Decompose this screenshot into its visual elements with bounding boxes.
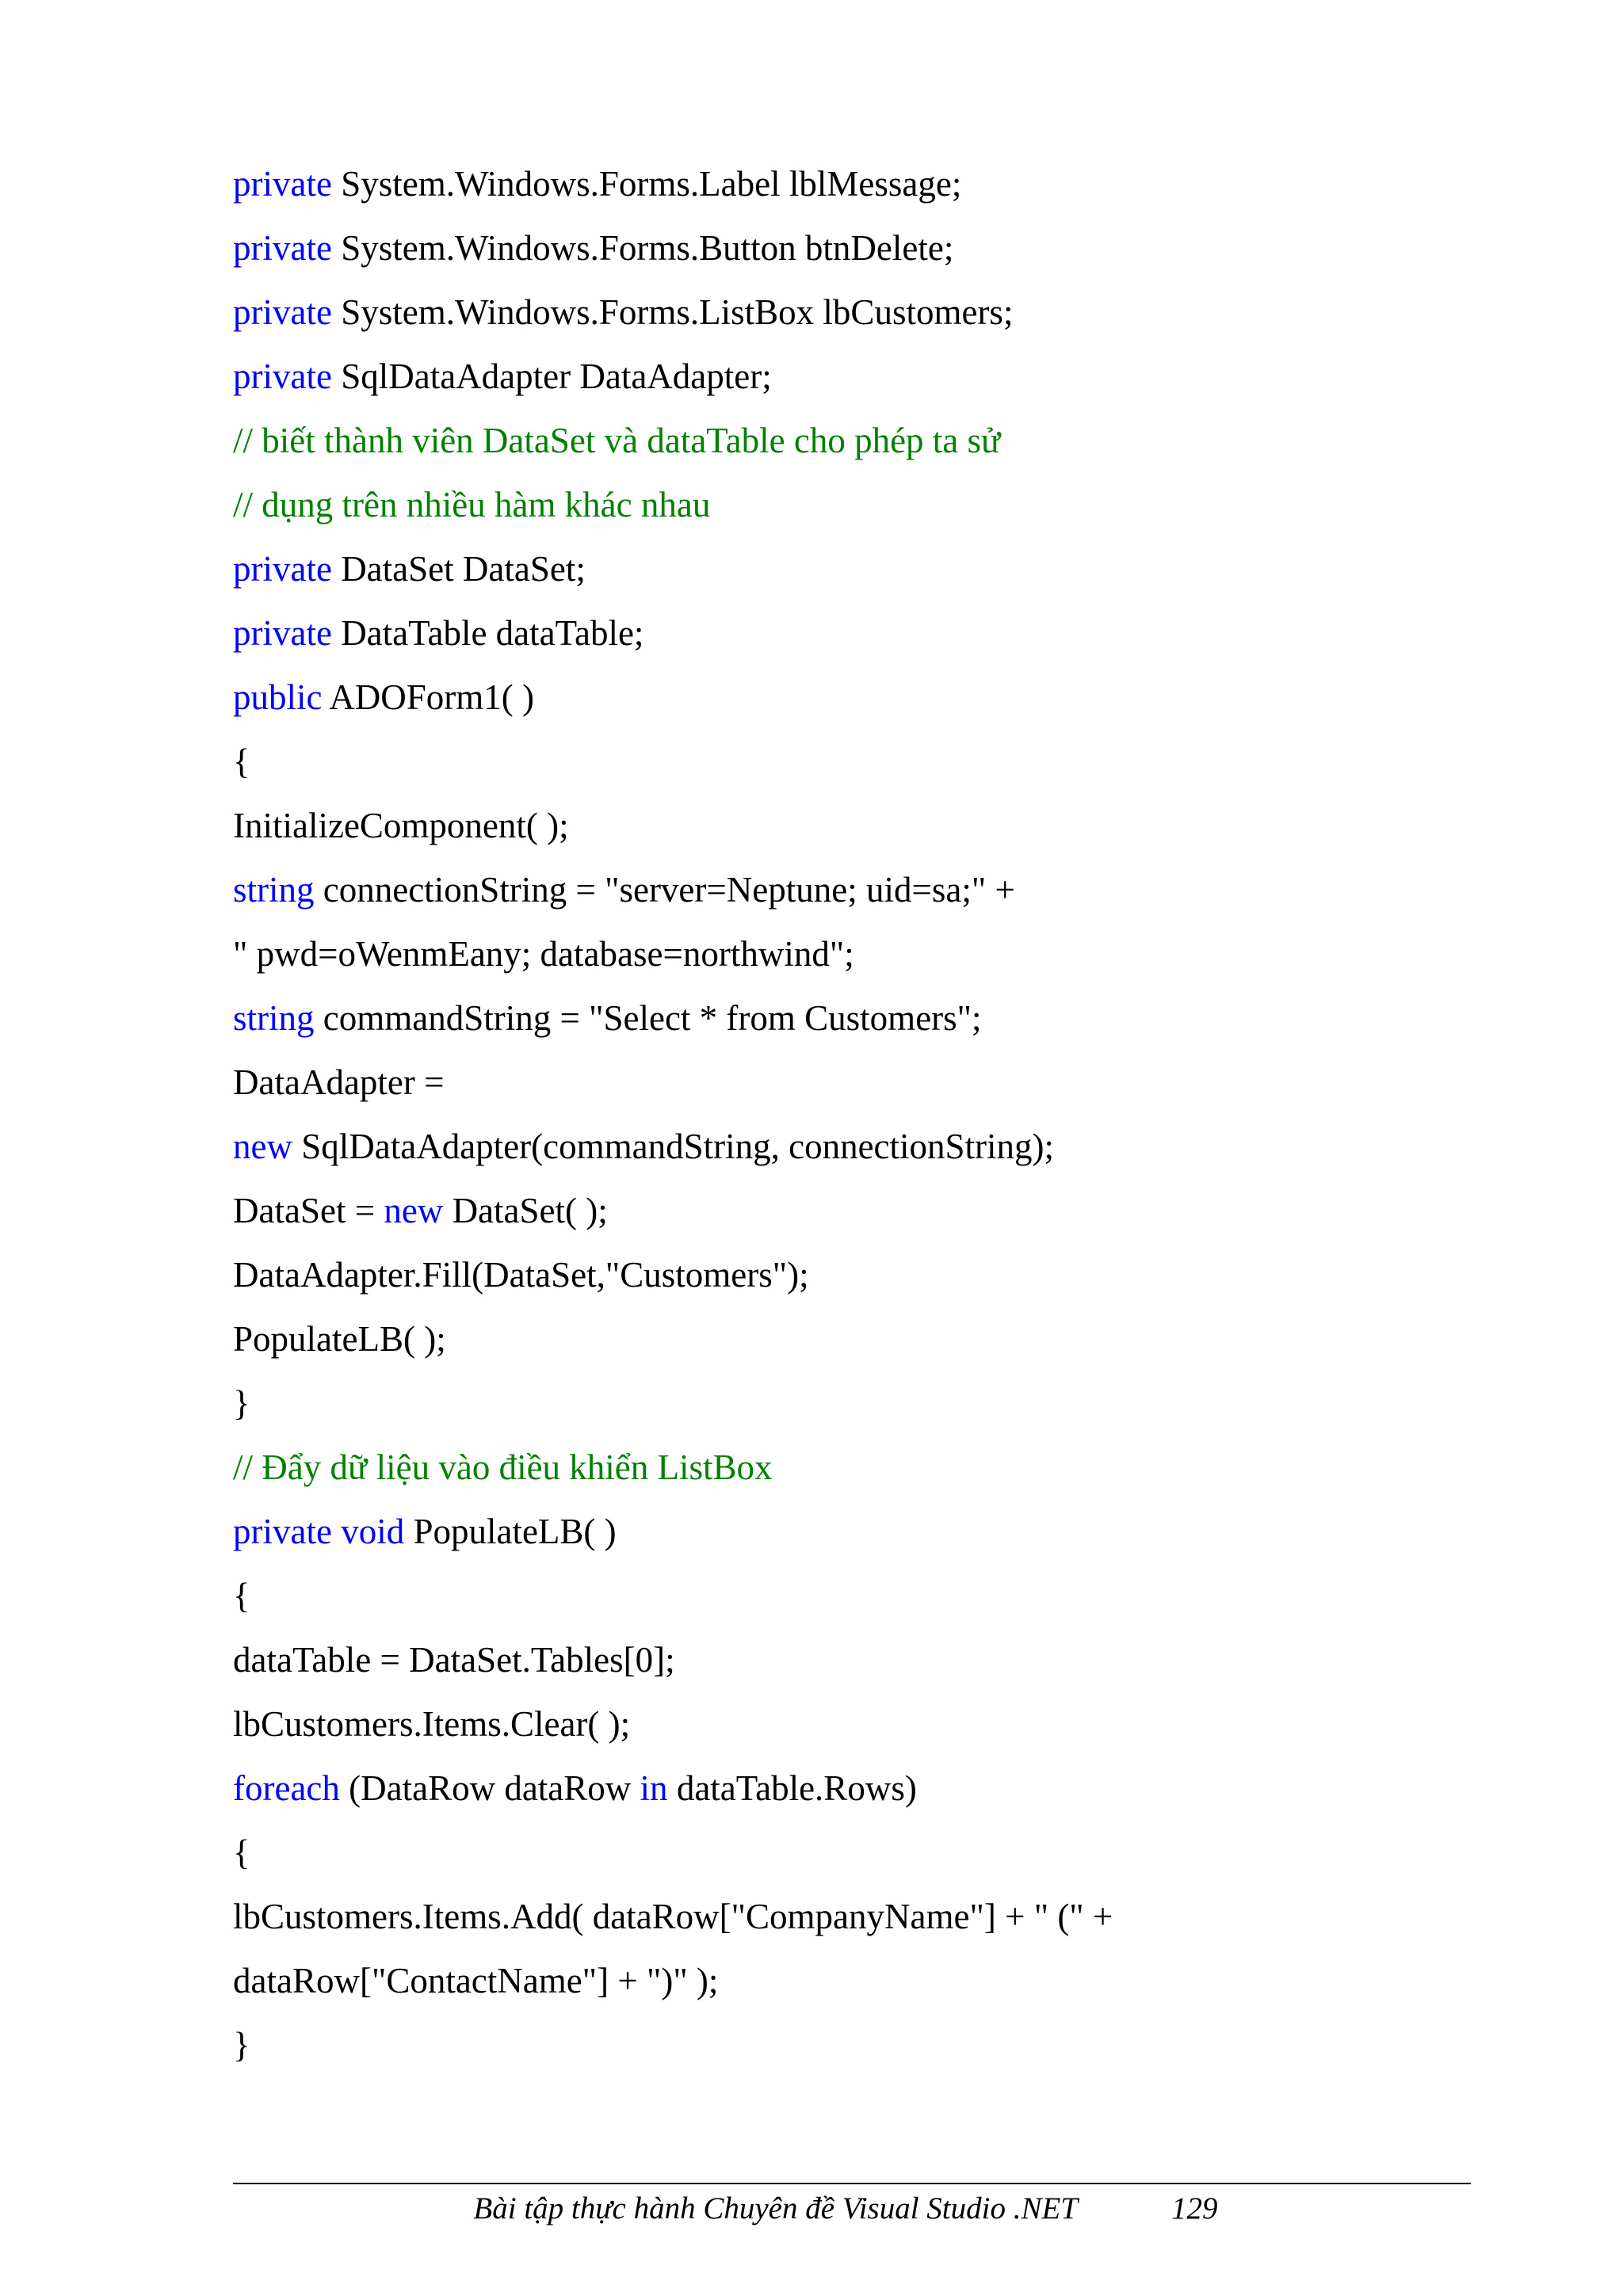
code-text: commandString = "Select * from Customers"; <box>314 998 982 1038</box>
code-text: DataAdapter = <box>233 1062 445 1102</box>
code-keyword: private <box>233 1512 332 1551</box>
code-line <box>233 986 1113 1051</box>
code-text: DataSet = <box>233 1191 384 1230</box>
code-text <box>332 1512 341 1551</box>
code-comment: // biết thành viên DataSet và dataTable cho phép ta sử <box>233 421 1001 460</box>
code-text: } <box>233 2025 250 2065</box>
code-text: DataSet DataSet; <box>331 549 586 589</box>
code-line <box>233 1307 1113 1371</box>
code-comment: // dụng trên nhiều hàm khác nhau <box>233 485 711 524</box>
code-keyword: void <box>341 1512 405 1551</box>
code-line <box>233 1756 1113 1821</box>
code-keyword: foreach <box>233 1768 340 1808</box>
code-keyword: in <box>640 1768 668 1808</box>
code-line <box>233 666 1113 730</box>
code-line <box>233 1949 1113 2013</box>
code-line <box>233 280 1113 345</box>
code-keyword: new <box>233 1127 292 1166</box>
code-text: dataTable = DataSet.Tables[0]; <box>233 1640 675 1680</box>
code-text: } <box>233 1383 250 1423</box>
code-text: { <box>233 1833 250 1872</box>
code-block <box>233 152 1113 2077</box>
code-keyword: private <box>233 357 332 396</box>
code-line <box>233 345 1113 409</box>
code-keyword: string <box>233 998 315 1038</box>
code-text: dataRow["ContactName"] + ")" ); <box>233 1961 719 2000</box>
code-line <box>233 1243 1113 1307</box>
code-line <box>233 537 1113 601</box>
code-text: SqlDataAdapter DataAdapter; <box>331 357 772 396</box>
code-line <box>233 1051 1113 1115</box>
code-keyword: private <box>233 164 332 204</box>
code-line <box>233 1371 1113 1436</box>
code-line <box>233 1500 1113 1564</box>
code-text: ADOForm1( ) <box>322 677 534 717</box>
code-text: lbCustomers.Items.Clear( ); <box>233 1704 631 1744</box>
code-text: SqlDataAdapter(commandString, connectionString); <box>292 1127 1055 1166</box>
code-line <box>233 1628 1113 1692</box>
code-line <box>233 1179 1113 1243</box>
code-text: DataAdapter.Fill(DataSet,"Customers"); <box>233 1255 809 1295</box>
code-comment: // Đẩy dữ liệu vào điều khiển ListBox <box>233 1447 773 1487</box>
code-text: PopulateLB( ) <box>404 1512 617 1551</box>
code-keyword: new <box>384 1191 444 1230</box>
code-keyword: private <box>233 228 332 268</box>
footer-divider <box>233 2183 1471 2184</box>
code-line <box>233 730 1113 794</box>
code-text: System.Windows.Forms.Label lblMessage; <box>331 164 962 204</box>
code-text: System.Windows.Forms.Button btnDelete; <box>331 228 954 268</box>
code-text: System.Windows.Forms.ListBox lbCustomers; <box>331 292 1014 332</box>
code-line <box>233 152 1113 216</box>
code-text: { <box>233 742 250 781</box>
code-text: dataTable.Rows) <box>667 1768 917 1808</box>
code-line <box>233 1692 1113 1756</box>
code-keyword: string <box>233 870 315 910</box>
code-line <box>233 601 1113 666</box>
code-line <box>233 1885 1113 1949</box>
code-line <box>233 409 1113 473</box>
code-text: " pwd=oWenmEany; database=northwind"; <box>233 934 854 974</box>
code-keyword: private <box>233 549 332 589</box>
code-line <box>233 2013 1113 2077</box>
code-line <box>233 794 1113 858</box>
code-text: connectionString = "server=Neptune; uid=sa;" + <box>314 870 1015 910</box>
code-keyword: public <box>233 677 323 717</box>
code-line <box>233 1436 1113 1500</box>
code-text: DataSet( ); <box>443 1191 608 1230</box>
code-line <box>233 1564 1113 1628</box>
code-line <box>233 216 1113 280</box>
code-line <box>233 1115 1113 1179</box>
code-text: InitializeComponent( ); <box>233 806 569 845</box>
code-text: DataTable dataTable; <box>331 613 644 653</box>
code-line <box>233 473 1113 537</box>
code-text: (DataRow dataRow <box>339 1768 640 1808</box>
code-keyword: private <box>233 292 332 332</box>
footer-title: Bài tập thực hành Chuyên đề Visual Studio .NET <box>473 2191 1078 2225</box>
code-line <box>233 922 1113 986</box>
page-number: 129 <box>1171 2191 1218 2225</box>
code-text: lbCustomers.Items.Add( dataRow["CompanyName"] + " (" + <box>233 1897 1113 1936</box>
code-line <box>233 858 1113 922</box>
code-text: { <box>233 1576 250 1615</box>
code-keyword: private <box>233 613 332 653</box>
code-line <box>233 1821 1113 1885</box>
code-text: PopulateLB( ); <box>233 1319 446 1359</box>
